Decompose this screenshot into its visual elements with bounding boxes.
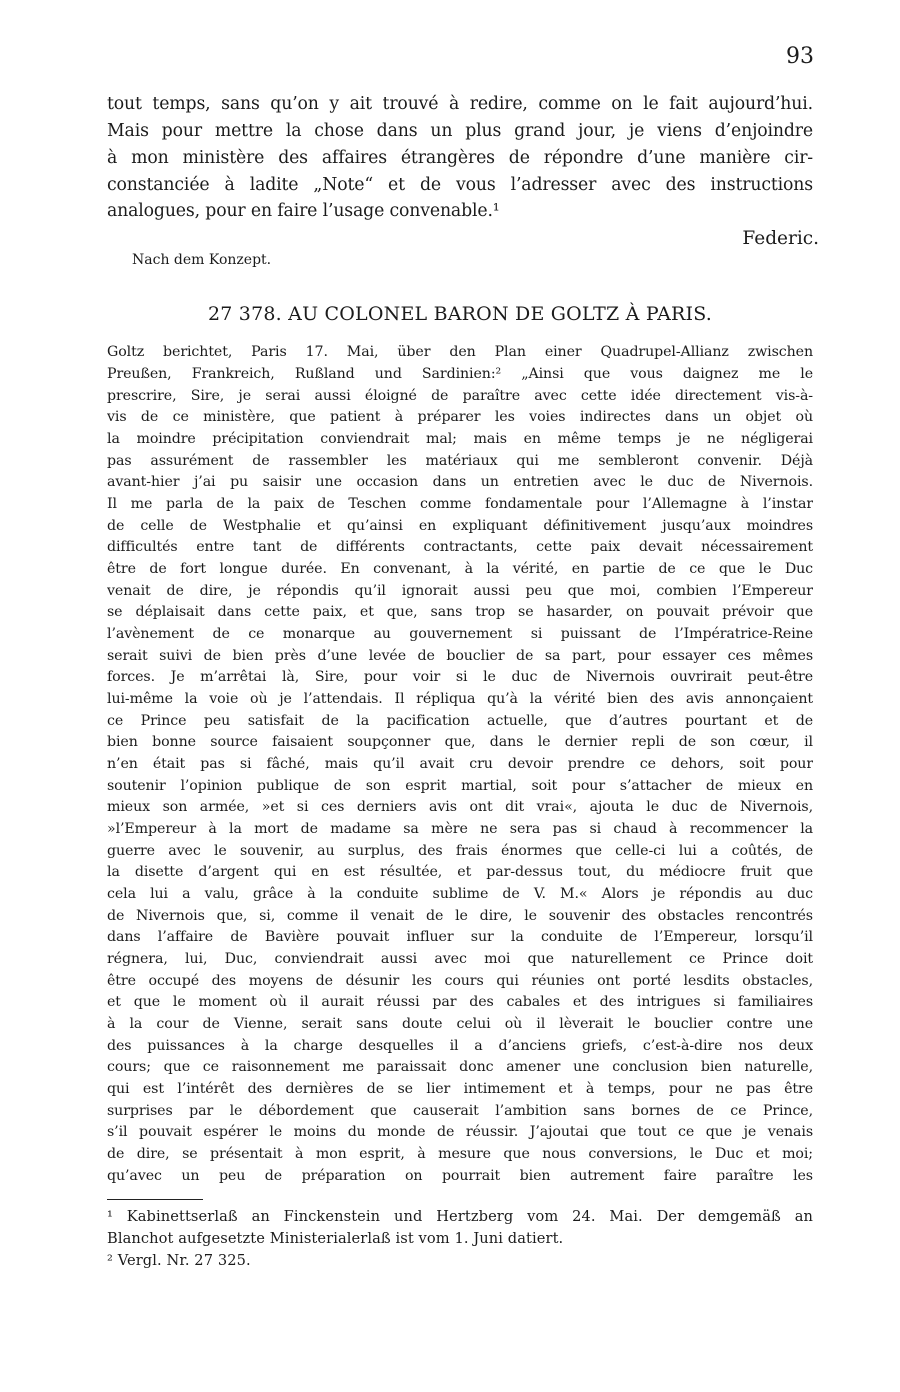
text-line: cours; que ce raisonnement me paraissait donc amener une conclusion bien naturelle, — [107, 1059, 813, 1075]
text-line: n’en était pas si fâché, mais qu’il avait cru devoir prendre ce dehors, soit pour — [107, 756, 813, 772]
text-line: surprises par le débordement que causerait l’ambition sans bornes de ce Prince, — [107, 1103, 813, 1119]
text-line: de Nivernois que, si, comme il venait de le dire, le souvenir des obstacles rencontrés — [107, 908, 813, 924]
source-note: Nach dem Konzept. — [132, 252, 272, 268]
signature: Federic. — [742, 228, 819, 249]
text-line: et que le moment où il aurait réussi par des cabales et des intrigues si familiaires — [107, 994, 813, 1010]
text-line: l’avènement de ce monarque au gouvernement si puissant de l’Impératrice-Reine — [107, 626, 813, 642]
text-line: ce Prince peu satisfait de la pacification actuelle, que d’autres pourtant et de — [107, 713, 813, 729]
text-line: constanciée à ladite „Note“ et de vous l’adresser avec des instructions — [107, 175, 813, 195]
text-line: serait suivi de bien près d’une levée de bouclier de sa part, pour essayer ces mêmes — [107, 648, 813, 664]
footnote-line: Blanchot aufgesetzte Ministerialerlaß ist vom 1. Juni datiert. — [107, 1230, 564, 1247]
text-line: bien bonne source faisaient soupçonner que, dans le dernier repli de son cœur, il — [107, 734, 813, 750]
footnote-line: ² Vergl. Nr. 27 325. — [107, 1252, 251, 1269]
text-line: difficultés entre tant de différents contractants, cette paix devait nécessairement — [107, 539, 813, 555]
text-line: la disette d’argent qui en est résultée, et par-dessus tout, du médiocre fruit que — [107, 864, 813, 880]
text-line: venait de dire, je répondis qu’il ignorait aussi peu que moi, combien l’Empereur — [107, 583, 813, 599]
text-line: s’il pouvait espérer le moins du monde de réussir. J’ajoutai que tout ce que je venais — [107, 1124, 813, 1140]
text-line: Preußen, Frankreich, Rußland und Sardinien:² „Ainsi que vous daignez me le — [107, 366, 813, 382]
text-line: tout temps, sans qu’on y ait trouvé à redire, comme on le fait aujourd’hui. — [107, 94, 813, 114]
text-line: à la cour de Vienne, serait sans doute celui où il lèverait le bouclier contre une — [107, 1016, 813, 1032]
text-line: soutenir l’opinion publique de son esprit martial, soit pour s’attacher de mieux en — [107, 778, 813, 794]
text-line: régnera, lui, Duc, conviendrait aussi avec moi que naturellement ce Prince doit — [107, 951, 813, 967]
text-line: Mais pour mettre la chose dans un plus grand jour, je viens d’enjoindre — [107, 121, 813, 141]
text-line: prescrire, Sire, je serai aussi éloigné de paraître avec cette idée directement vis-à- — [107, 388, 813, 404]
text-line: »l’Empereur à la mort de madame sa mère ne sera pas si chaud à recommencer la — [107, 821, 813, 837]
text-line: qu’avec un peu de préparation on pourrait bien autrement faire paraître les — [107, 1168, 813, 1184]
text-line: avant-hier j’ai pu saisir une occasion dans un entretien avec le duc de Nivernois. — [107, 474, 813, 490]
text-line: analogues, pour en faire l’usage convenable.¹ — [107, 201, 500, 221]
text-line: des puissances à la charge desquelles il a d’anciens griefs, c’est-à-dire nos deux — [107, 1038, 813, 1054]
text-line: de dire, se présentait à mon esprit, à mesure que nous conversions, le Duc et moi; — [107, 1146, 813, 1162]
text-line: se déplaisait dans cette paix, et que, sans trop se hasarder, on pouvait prévoir que — [107, 604, 813, 620]
text-line: qui est l’intérêt des dernières de se lier intimement et à temps, pour ne pas être — [107, 1081, 813, 1097]
text-line: de celle de Westphalie et qu’ainsi en expliquant définitivement jusqu’aux moindres — [107, 518, 813, 534]
text-line: guerre avec le souvenir, au surplus, des frais énormes que celle-ci lui a coûtés, de — [107, 843, 813, 859]
page-number: 93 — [786, 44, 814, 69]
text-line: cela lui a valu, grâce à la conduite sublime de V. M.« Alors je répondis au duc — [107, 886, 813, 902]
footnote-line: ¹ Kabinettserlaß an Finckenstein und Hertzberg vom 24. Mai. Der demgemäß an — [107, 1208, 813, 1225]
text-line: mieux son armée, »et si ces derniers avis ont dit vrai«, ajouta le duc de Nivernois, — [107, 799, 813, 815]
text-line: à mon ministère des affaires étrangères de répondre d’une manière cir- — [107, 148, 813, 168]
text-line: lui-même la voie où je l’attendais. Il répliqua qu’à la vérité bien des avis annonçaient — [107, 691, 813, 707]
text-line: dans l’affaire de Bavière pouvait influer sur la conduite de l’Empereur, lorsqu’il — [107, 929, 813, 945]
text-line: forces. Je m’arrêtai là, Sire, pour voir si le duc de Nivernois ouvrirait peut-être — [107, 669, 813, 685]
text-line: la moindre précipitation conviendrait mal; mais en même temps je ne négligerai — [107, 431, 813, 447]
document-heading: 27 378. AU COLONEL BARON DE GOLTZ À PARIS. — [207, 303, 712, 325]
text-line: pas assurément de rassembler les matériaux qui me sembleront convenir. Déjà — [107, 453, 813, 469]
text-line: vis de ce ministère, que patient à préparer les voies indirectes dans un objet où — [107, 409, 813, 425]
text-line: Il me parla de la paix de Teschen comme fondamentale pour l’Allemagne à l’instar — [107, 496, 813, 512]
footnote-divider — [107, 1199, 203, 1200]
text-line: Goltz berichtet, Paris 17. Mai, über den Plan einer Quadrupel-Allianz zwischen — [107, 344, 813, 360]
text-line: être occupé des moyens de désunir les cours qui réunies ont porté lesdits obstacles, — [107, 973, 813, 989]
text-line: être de fort longue durée. En convenant, à la vérité, en partie de ce que le Duc — [107, 561, 813, 577]
